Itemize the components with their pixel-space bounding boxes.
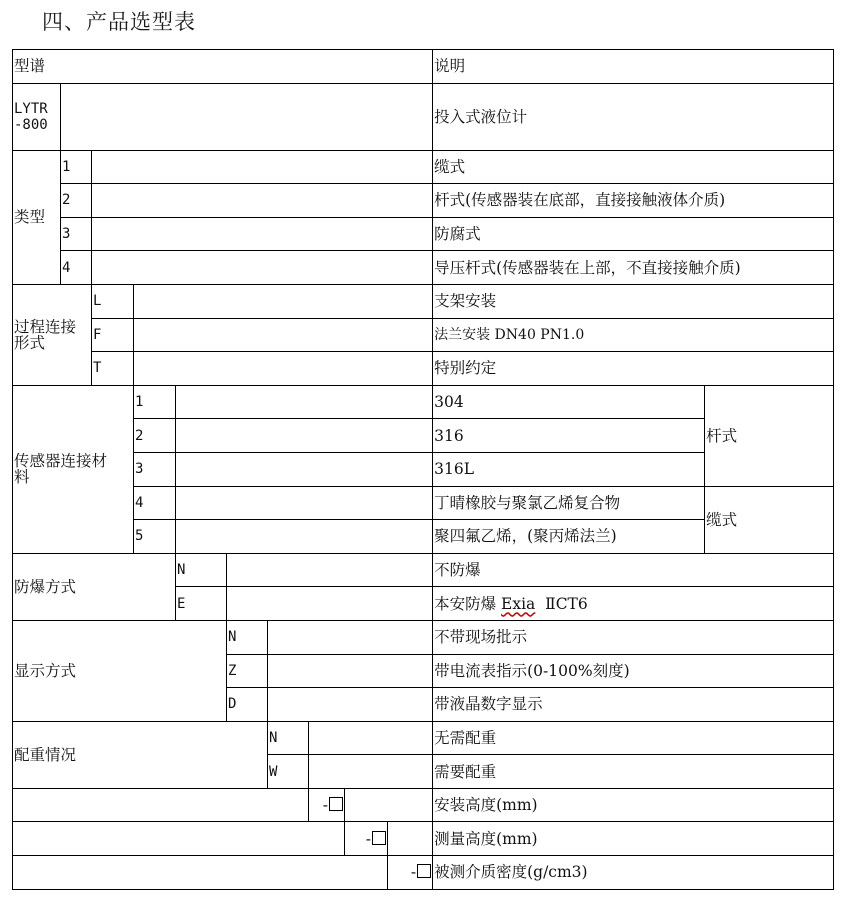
param-field: - <box>388 856 433 890</box>
display-description: 不带现场批示 <box>433 620 834 654</box>
param-row <box>13 788 834 822</box>
connection-row <box>13 284 834 318</box>
weight-code: W <box>268 755 309 789</box>
material-description: 丁晴橡胶与聚氯乙烯复合物 <box>433 486 705 520</box>
explosion-code: N <box>176 553 227 587</box>
explosion-description: 不防爆 <box>433 553 834 587</box>
connection-description: 法兰安装 DN40 PN1.0 <box>433 318 834 352</box>
type-description: 防腐式 <box>433 217 834 251</box>
type-description: 杆式(传感器装在底部，直接接触液体介质) <box>433 184 834 218</box>
model-description: 投入式液位计 <box>433 83 834 150</box>
param-field: - <box>345 822 388 856</box>
model-row <box>13 83 834 150</box>
header-description: 说明 <box>433 50 834 84</box>
connection-description: 特别约定 <box>433 352 834 386</box>
material-group-cable: 缆式 <box>705 486 834 553</box>
model-blank <box>61 83 433 150</box>
explosion-description: 本安防爆 Exia ⅡCT6 <box>433 587 834 621</box>
material-description: 聚四氟乙烯，(聚丙烯法兰) <box>433 520 705 554</box>
connection-row <box>13 352 834 386</box>
type-row <box>13 251 834 285</box>
material-description: 316L <box>433 452 705 486</box>
explosion-code: E <box>176 587 227 621</box>
weight-description: 无需配重 <box>433 721 834 755</box>
weight-label: 配重情况 <box>13 721 268 788</box>
display-code: N <box>227 620 268 654</box>
type-description: 导压杆式(传感器装在上部，不直接接触介质) <box>433 251 834 285</box>
connection-description: 支架安装 <box>433 284 834 318</box>
connection-row <box>13 318 834 352</box>
weight-row <box>13 721 834 755</box>
type-code: 4 <box>61 251 92 285</box>
material-description: 316 <box>433 419 705 453</box>
material-code: 5 <box>134 520 176 554</box>
display-row <box>13 620 834 654</box>
display-description: 带液晶数字显示 <box>433 688 834 722</box>
connection-label: 过程连接 形式 <box>13 284 92 385</box>
display-code: D <box>227 688 268 722</box>
section-title: 四、产品选型表 <box>42 10 196 34</box>
material-code: 1 <box>134 385 176 419</box>
weight-description: 需要配重 <box>433 755 834 789</box>
type-row <box>13 217 834 251</box>
material-code: 3 <box>134 452 176 486</box>
explosion-row <box>13 553 834 587</box>
type-code: 2 <box>61 184 92 218</box>
weight-code: N <box>268 721 309 755</box>
display-label: 显示方式 <box>13 620 227 721</box>
material-code: 4 <box>134 486 176 520</box>
material-row <box>13 486 834 520</box>
material-row <box>13 385 834 419</box>
param-description: 被测介质密度(g/cm3) <box>433 856 834 890</box>
header-model: 型谱 <box>13 50 433 84</box>
type-label: 类型 <box>13 150 61 284</box>
display-description: 带电流表指示(0-100%刻度) <box>433 654 834 688</box>
param-row <box>13 822 834 856</box>
type-row <box>13 184 834 218</box>
explosion-label: 防爆方式 <box>13 553 176 620</box>
connection-code: T <box>92 352 134 386</box>
connection-code: F <box>92 318 134 352</box>
checkbox-square-icon <box>372 831 386 845</box>
display-code: Z <box>227 654 268 688</box>
checkbox-square-icon <box>329 797 343 811</box>
connection-code: L <box>92 284 134 318</box>
material-code: 2 <box>134 419 176 453</box>
checkbox-square-icon <box>417 864 431 878</box>
material-label: 传感器连接材 料 <box>13 385 134 553</box>
header-row <box>13 50 834 84</box>
model-code-line1: LYTR <box>14 100 48 117</box>
param-field: - <box>309 788 345 822</box>
param-description: 测量高度(mm) <box>433 822 834 856</box>
model-code <box>13 83 61 150</box>
type-row <box>13 150 834 184</box>
material-group-rod: 杆式 <box>705 385 834 486</box>
model-code-line2: -800 <box>14 116 48 133</box>
type-description: 缆式 <box>433 150 834 184</box>
product-selection-table <box>12 49 834 890</box>
explosion-mark: Exia <box>501 594 536 613</box>
type-code: 1 <box>61 150 92 184</box>
material-description: 304 <box>433 385 705 419</box>
param-row <box>13 856 834 890</box>
type-code: 3 <box>61 217 92 251</box>
param-description: 安装高度(mm) <box>433 788 834 822</box>
